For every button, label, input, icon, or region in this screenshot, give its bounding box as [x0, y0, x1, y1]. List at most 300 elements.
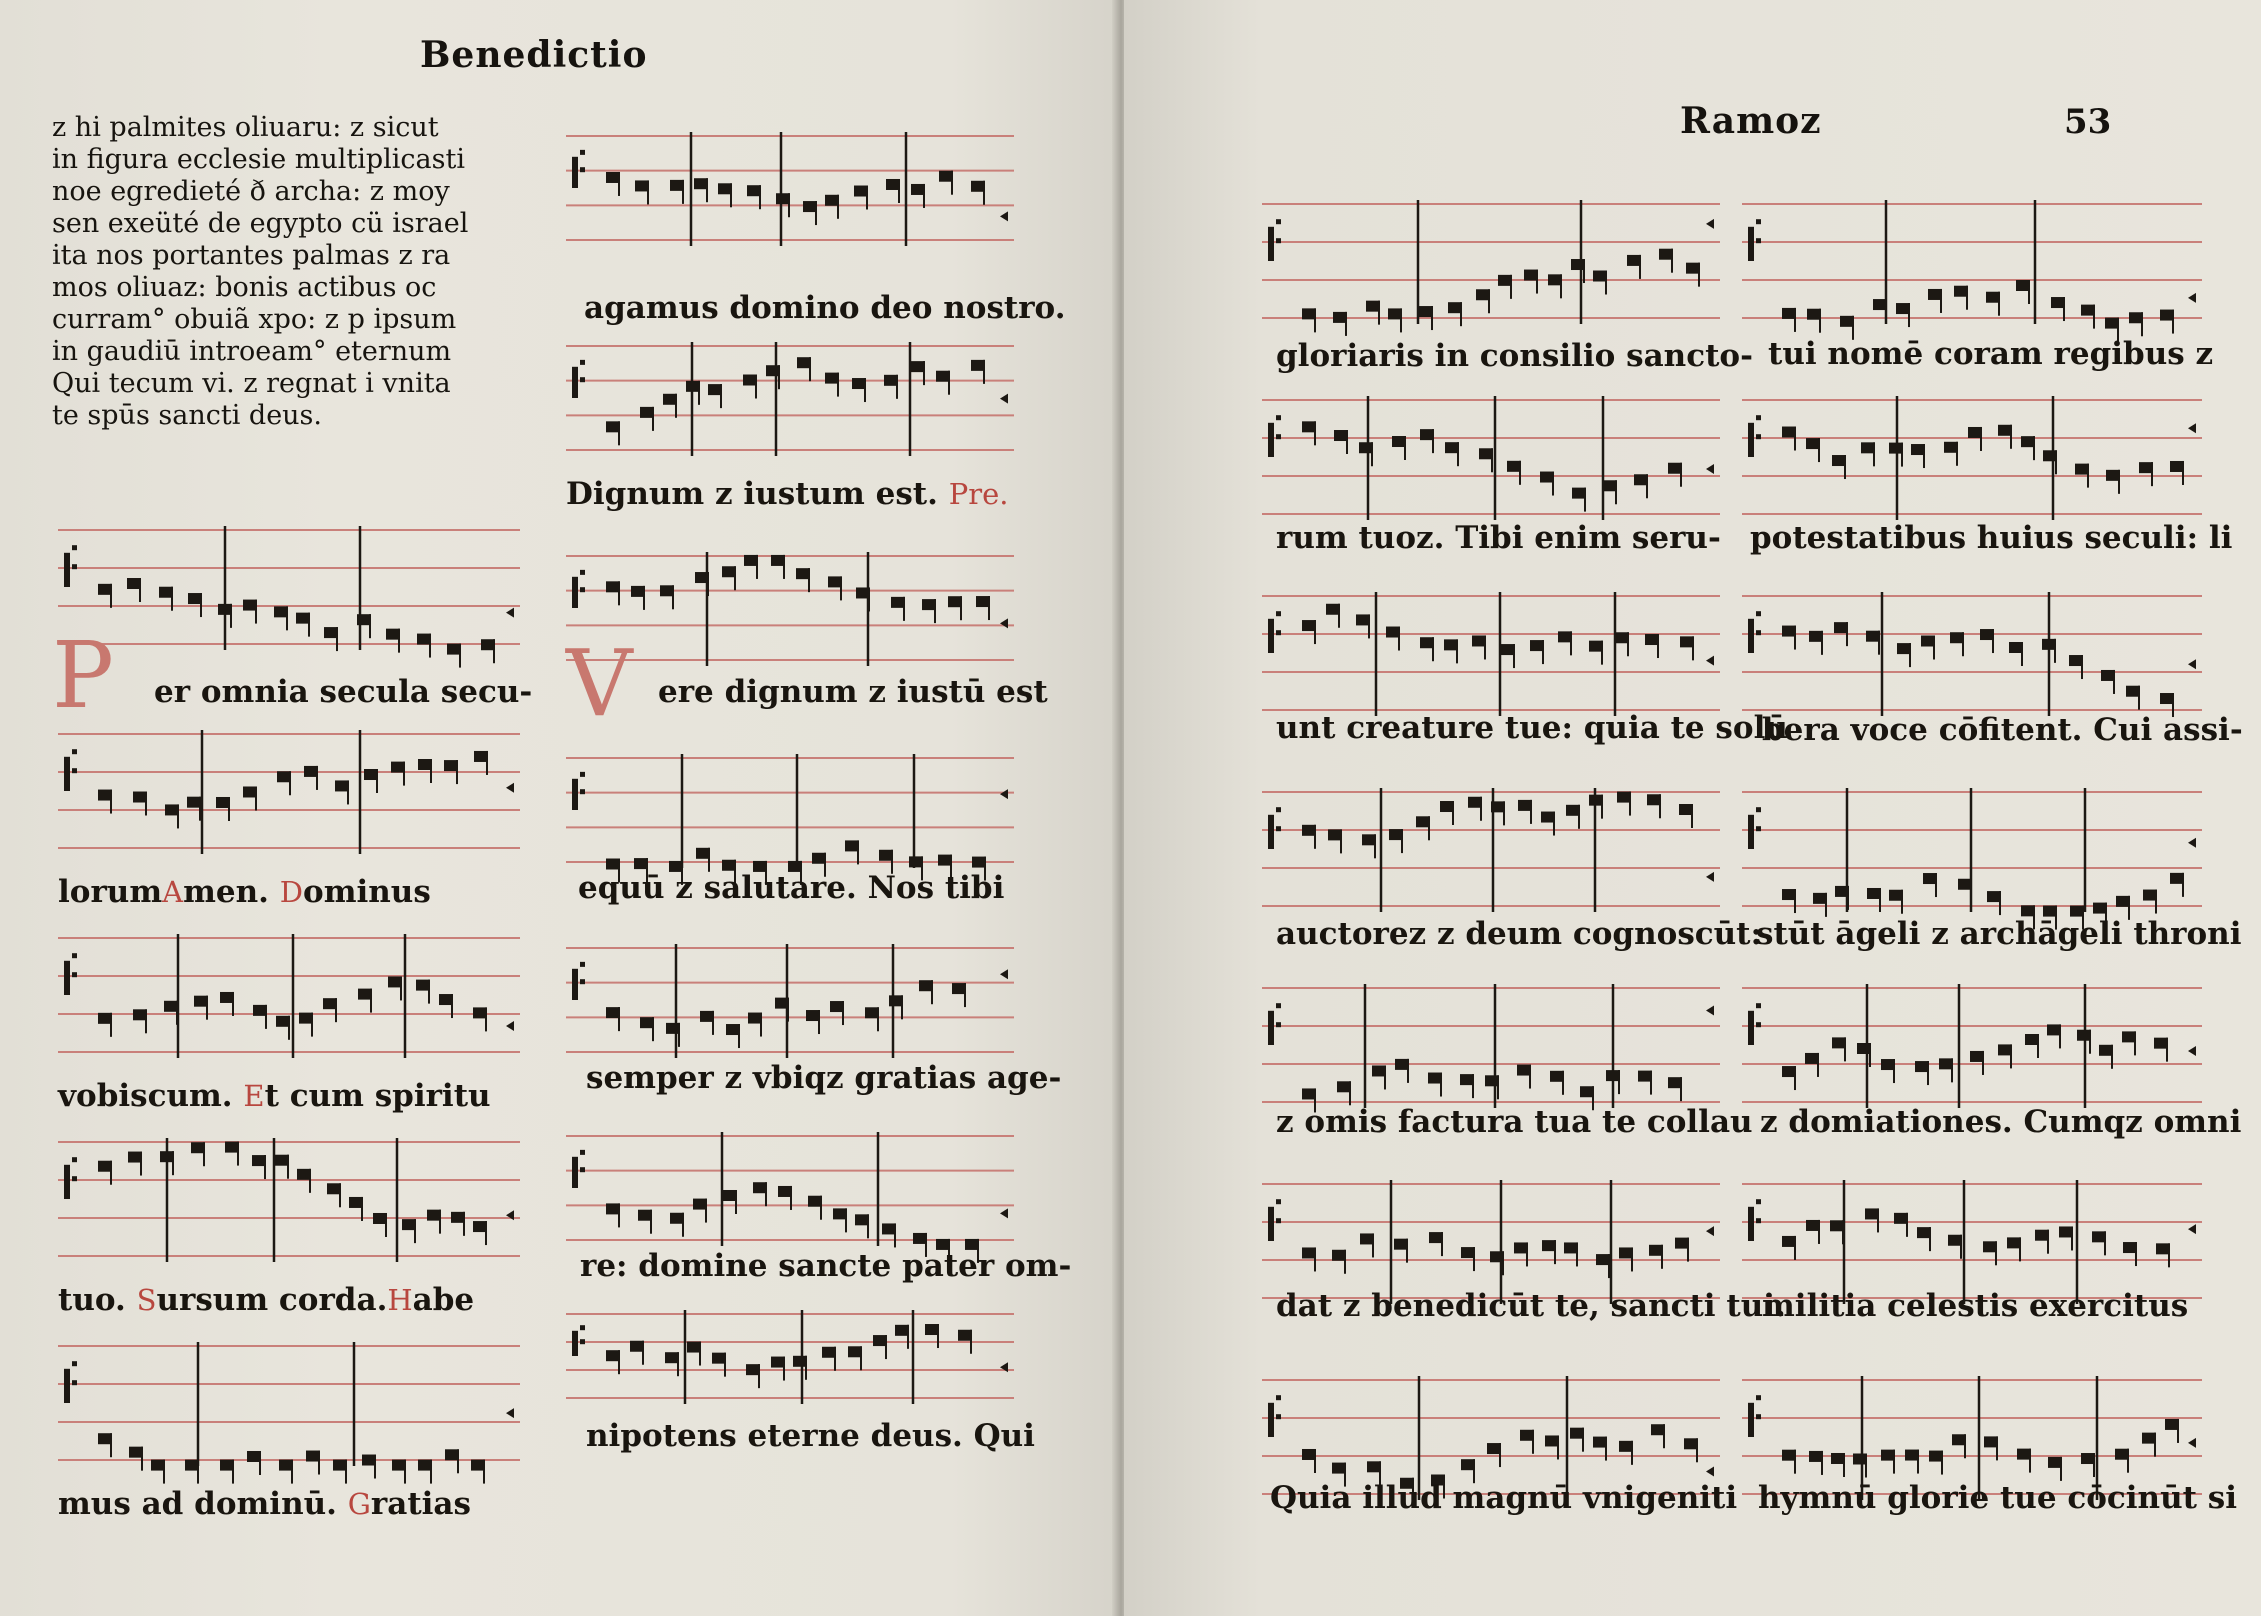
neume [1468, 797, 1482, 808]
lyric-line: unt creature tue: quia te solū [1276, 710, 1788, 746]
lyric-line: auctorez z deum cognoscūt: [1276, 916, 1762, 952]
neume [418, 759, 432, 770]
neume [726, 1024, 740, 1035]
neume [2017, 1449, 2031, 1460]
clef-mark [1276, 238, 1281, 243]
neume [1619, 1247, 1633, 1258]
neume [1638, 1071, 1652, 1082]
clef-mark [1276, 1414, 1281, 1419]
neume [1928, 289, 1942, 300]
neume [938, 855, 952, 866]
neume [1429, 1232, 1443, 1243]
clef-mark [1748, 815, 1754, 849]
neume [2156, 1243, 2170, 1254]
music-column-right-b [1742, 186, 2243, 1576]
neume [743, 375, 757, 386]
clef-mark [64, 757, 70, 791]
neume [886, 179, 900, 190]
rubric-cue: A [162, 875, 184, 909]
neume [323, 998, 337, 1009]
custos-mark [2188, 1046, 2196, 1056]
neume [1548, 274, 1562, 285]
clef-mark [580, 772, 585, 777]
neume [362, 1455, 376, 1466]
neume [417, 634, 431, 645]
neume [708, 384, 722, 395]
prose-line: te spūs sancti deus. [52, 400, 322, 431]
neume [2115, 1449, 2129, 1460]
neume [1448, 302, 1462, 313]
rubric-cue: H [387, 1283, 413, 1317]
neume [889, 995, 903, 1006]
neume [1558, 631, 1572, 642]
neume [220, 992, 234, 1003]
neume [948, 596, 962, 607]
lyric-line [58, 874, 520, 910]
neume [1645, 634, 1659, 645]
neume [274, 606, 288, 617]
staff [1262, 186, 1720, 336]
neume [1686, 263, 1700, 274]
custos-mark [1706, 464, 1714, 474]
neume [1896, 303, 1910, 314]
neume [1968, 427, 1982, 438]
clef-mark [1756, 611, 1761, 616]
neume [666, 1023, 680, 1034]
music-system [566, 328, 1014, 520]
music-system [1262, 774, 1762, 970]
neume [1420, 429, 1434, 440]
neume [2069, 655, 2083, 666]
neume [2021, 905, 2035, 916]
staff [566, 538, 1014, 678]
music-system [566, 1118, 1072, 1310]
neume [2081, 1453, 2095, 1464]
neume [1420, 637, 1434, 648]
prose-line: noe egredieté ð archa: z moy [52, 176, 450, 207]
neume [391, 762, 405, 773]
neume [635, 180, 649, 191]
neume [1948, 1235, 1962, 1246]
neume [1334, 430, 1348, 441]
neume [1805, 1053, 1819, 1064]
clef-mark [572, 367, 578, 398]
neume [364, 769, 378, 780]
lyric-line: stūt āgeli z archāgeli throni [1756, 916, 2242, 952]
music-column-left-b [566, 118, 1072, 1458]
prose-line: Qui tecum vi. z regnat i vnita [52, 368, 451, 399]
neume [952, 983, 966, 994]
lyric-line: ere dignum z iustū est [658, 674, 1048, 710]
neume [473, 1007, 487, 1018]
neume [825, 373, 839, 384]
neume [1831, 1453, 1845, 1464]
neume [1905, 1450, 1919, 1461]
prose-line: in figura ecclesie multiplicasti [52, 144, 465, 175]
lyric-text: men. [183, 874, 269, 910]
initial-letter: V [566, 630, 633, 737]
staff [566, 118, 1014, 258]
neume [98, 1013, 112, 1024]
neume [911, 184, 925, 195]
neume [2075, 464, 2089, 475]
neume [1807, 309, 1821, 320]
neume [1444, 639, 1458, 650]
lyric-text: ursum corda. [156, 1282, 388, 1318]
custos-mark [1000, 211, 1008, 221]
music-system [1262, 970, 1753, 1166]
neume [279, 1460, 293, 1471]
neume [1911, 444, 1925, 455]
music-system [1742, 578, 2243, 774]
neume [1445, 442, 1459, 453]
neume [474, 751, 488, 762]
lyric-line: militia celestis exercitus [1762, 1288, 2189, 1324]
neume [882, 1223, 896, 1234]
staff [566, 930, 1014, 1070]
neume [1782, 1236, 1796, 1247]
neume [133, 792, 147, 803]
lyric-line [58, 1078, 520, 1114]
neume [2106, 470, 2120, 481]
staff [1262, 578, 1720, 728]
neume [1302, 1088, 1316, 1099]
neume [1302, 825, 1316, 836]
neume [775, 998, 789, 1009]
music-system [58, 716, 520, 920]
clef-mark [1756, 1218, 1761, 1223]
neume [640, 407, 654, 418]
lyric-line [58, 1486, 520, 1522]
lyric-line: re: domine sancte pater om- [580, 1248, 1072, 1284]
rubric-cue: D [279, 875, 304, 909]
neume [1659, 249, 1673, 260]
neume [1440, 801, 1454, 812]
lyric-text: lorum [58, 874, 163, 910]
lyric-line [58, 1282, 520, 1318]
custos-mark [2188, 293, 2196, 303]
neume [693, 1199, 707, 1210]
clef-mark [1756, 1022, 1761, 1027]
neume [1980, 629, 1994, 640]
neume [1984, 1436, 1998, 1447]
neume [1428, 1073, 1442, 1084]
neume [349, 1197, 363, 1208]
neume [447, 644, 461, 655]
neume [1954, 286, 1968, 297]
clef-mark [64, 961, 70, 995]
neume [1362, 834, 1376, 845]
clef-mark [1276, 630, 1281, 635]
custos-mark [1706, 1005, 1714, 1015]
clef-mark [580, 570, 585, 575]
neume [825, 195, 839, 206]
neume [1498, 275, 1512, 286]
neume [1983, 1241, 1997, 1252]
neume [1782, 308, 1796, 319]
music-system [1742, 774, 2242, 970]
neume [1832, 1037, 1846, 1048]
neume [2170, 461, 2184, 472]
clef-mark [1276, 219, 1281, 224]
neume [1419, 306, 1433, 317]
neume [1853, 1453, 1867, 1464]
music-system [1742, 1362, 2237, 1558]
neume [939, 171, 953, 182]
neume [919, 980, 933, 991]
clef-mark [72, 972, 77, 977]
lyric-line: rum tuoz. Tibi enim seru- [1276, 520, 1721, 556]
neume [700, 1011, 714, 1022]
neume [451, 1212, 465, 1223]
neume [1944, 442, 1958, 453]
clef-mark [1276, 826, 1281, 831]
neume [2092, 1231, 2106, 1242]
neume [1987, 891, 2001, 902]
neume [1337, 1081, 1351, 1092]
clef-mark [572, 157, 578, 188]
neume [1596, 1254, 1610, 1265]
neume [1580, 1086, 1594, 1097]
neume [1392, 436, 1406, 447]
neume [1668, 463, 1682, 474]
neume [2070, 906, 2084, 917]
lyric-text: ratias [370, 1486, 471, 1522]
neume [936, 371, 950, 382]
neume [160, 1151, 174, 1162]
neume [1501, 644, 1515, 655]
custos-mark [506, 1021, 514, 1031]
neume [471, 1460, 485, 1471]
neume [922, 599, 936, 610]
lyric-line: equū z salutare. Nos tibi [578, 870, 1005, 906]
clef-mark [1268, 1011, 1274, 1045]
lyric-text: vobiscum. [58, 1078, 233, 1114]
neume [357, 614, 371, 625]
folio-number: 53 [2064, 102, 2112, 142]
neume [631, 586, 645, 597]
neume [2126, 686, 2140, 697]
clef-mark [580, 1167, 585, 1172]
neume [634, 858, 648, 869]
clef-mark [1756, 807, 1761, 812]
neume [296, 613, 310, 624]
neume [1950, 632, 1964, 643]
clef-mark [72, 1380, 77, 1385]
clef-mark [572, 779, 578, 810]
neume [670, 1213, 684, 1224]
clef-mark [1276, 1395, 1281, 1400]
neume [335, 780, 349, 791]
clef-mark [1756, 415, 1761, 420]
clef-mark [1748, 227, 1754, 261]
custos-mark [1000, 394, 1008, 404]
neume [129, 1447, 143, 1458]
lyric-line: bera voce cōfitent. Cui assi- [1762, 712, 2243, 748]
neume [830, 1001, 844, 1012]
staff [58, 920, 520, 1070]
custos-mark [2188, 1224, 2196, 1234]
neume [895, 1325, 909, 1336]
clef-mark [580, 1325, 585, 1330]
music-system [566, 1296, 1035, 1488]
neume [1545, 1435, 1559, 1446]
neume [1782, 889, 1796, 900]
neume [133, 1009, 147, 1020]
staff [58, 1328, 520, 1478]
music-system [58, 1328, 520, 1532]
clef-mark [1756, 219, 1761, 224]
clef-mark [1748, 1207, 1754, 1241]
neume [1809, 1451, 1823, 1462]
clef-mark [1268, 815, 1274, 849]
neume [127, 578, 141, 589]
staff [1262, 970, 1720, 1120]
neume [416, 980, 430, 991]
neume [722, 566, 736, 577]
neume [1867, 888, 1881, 899]
clef-mark [1756, 1395, 1761, 1400]
neume [687, 1342, 701, 1353]
prose-line: in gaudiū introeam° eternum [52, 336, 452, 367]
clef-mark [72, 749, 77, 754]
neume [663, 394, 677, 405]
neume [299, 1013, 313, 1024]
neume [1603, 480, 1617, 491]
neume [925, 1324, 939, 1335]
music-system [1742, 382, 2233, 578]
custos-mark [506, 608, 514, 618]
neume [1367, 1461, 1381, 1472]
staff [566, 1296, 1014, 1416]
custos-mark [1706, 656, 1714, 666]
neume [1998, 425, 2012, 436]
prose-line: curram° obuiã xpo: z p ipsum [52, 304, 457, 335]
neume [1491, 801, 1505, 812]
neume [638, 1210, 652, 1221]
neume [1460, 1074, 1474, 1085]
neume [796, 568, 810, 579]
clef-mark [1268, 227, 1274, 261]
clef-mark [1268, 1403, 1274, 1437]
music-system [58, 920, 520, 1124]
prose-block [52, 112, 532, 432]
neume [606, 1203, 620, 1214]
lyric-line: potestatibus huius seculi: li [1750, 520, 2233, 556]
custos-mark [506, 1408, 514, 1418]
neume [1472, 635, 1486, 646]
neume [164, 1001, 178, 1012]
clef-mark [72, 768, 77, 773]
neume [2043, 450, 2057, 461]
neume [1684, 1438, 1698, 1449]
neume [2165, 1419, 2179, 1430]
neume [972, 857, 986, 868]
neume [1675, 1238, 1689, 1249]
neume [1865, 1208, 1879, 1219]
neume [444, 760, 458, 771]
clef-mark [1756, 238, 1761, 243]
lyric-text: Dignum z iustum est. [566, 476, 938, 512]
staff [1742, 970, 2202, 1120]
custos-mark [2188, 838, 2196, 848]
neume [778, 1186, 792, 1197]
neume [1873, 299, 1887, 310]
neume [2035, 1230, 2049, 1241]
neume [1806, 438, 1820, 449]
neume [2009, 642, 2023, 653]
neume [776, 193, 790, 204]
neume [1668, 1077, 1682, 1088]
clef-mark [1756, 826, 1761, 831]
neume [218, 604, 232, 615]
clef-mark [72, 564, 77, 569]
neume [185, 1460, 199, 1471]
neume [854, 186, 868, 197]
neume [1835, 886, 1849, 897]
neume [2048, 1457, 2062, 1468]
clef-mark [572, 577, 578, 608]
neume [2160, 693, 2174, 704]
neume [2059, 1226, 2073, 1237]
neume [958, 1330, 972, 1341]
neume [1593, 271, 1607, 282]
clef-mark [1748, 1011, 1754, 1045]
music-system [58, 1124, 520, 1328]
neume [746, 1364, 760, 1375]
custos-mark [1000, 789, 1008, 799]
clef-mark [1276, 1218, 1281, 1223]
neume [2101, 670, 2115, 681]
neume [98, 584, 112, 595]
neume [304, 766, 318, 777]
clef-mark [1756, 434, 1761, 439]
neume [1550, 1071, 1564, 1082]
prose-line: mos oliuaz: bonis actibus oc [52, 272, 437, 303]
music-system [1742, 186, 2214, 382]
neume [694, 178, 708, 189]
clef-mark [580, 962, 585, 967]
lyric-line: dat z benedicūt te, sancti tui. [1276, 1288, 1786, 1324]
custos-mark [1000, 969, 1008, 979]
clef-mark [1276, 611, 1281, 616]
neume [686, 381, 700, 392]
music-system [52, 512, 533, 729]
neume [243, 786, 257, 797]
neume [1649, 1245, 1663, 1256]
rubric-cue: S [136, 1283, 157, 1317]
neume [2042, 639, 2056, 650]
staff [1742, 578, 2202, 728]
neume [695, 572, 709, 583]
neume [2142, 1433, 2156, 1444]
neume [1617, 792, 1631, 803]
music-system [1262, 578, 1788, 774]
clef-mark [572, 1157, 578, 1188]
neume [481, 639, 495, 650]
clef-mark [1276, 1003, 1281, 1008]
neume [797, 357, 811, 368]
neume [1366, 301, 1380, 312]
neume [766, 365, 780, 376]
neume [1326, 604, 1340, 615]
neume [1360, 1233, 1374, 1244]
neume [718, 183, 732, 194]
neume [1490, 1251, 1504, 1262]
neume [165, 804, 179, 815]
neume [1813, 893, 1827, 904]
clef-mark [580, 360, 585, 365]
